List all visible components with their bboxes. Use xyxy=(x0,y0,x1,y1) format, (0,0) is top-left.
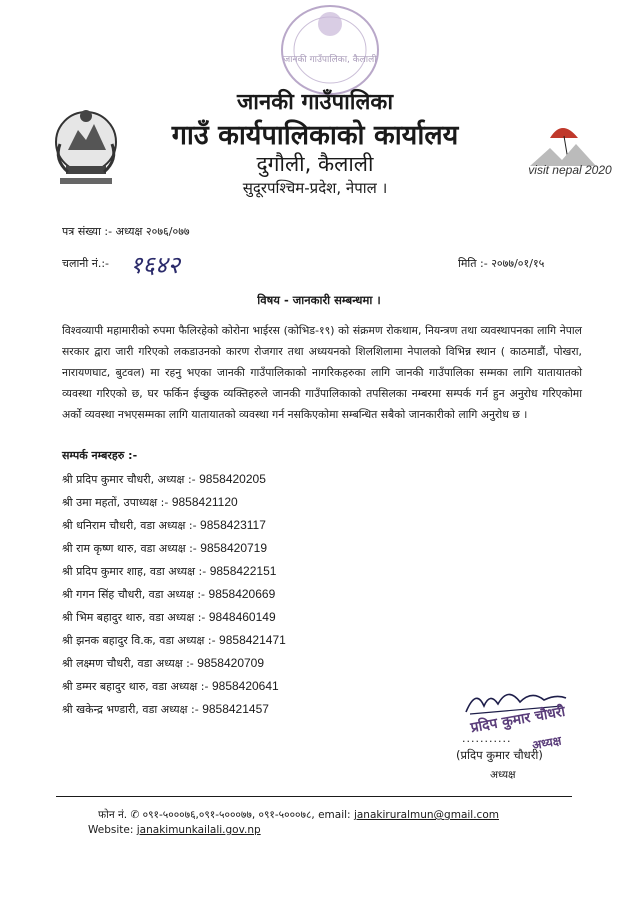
contact-row: श्री प्रदिप कुमार चौधरी, अध्यक्ष :- 9858420205 xyxy=(62,472,266,486)
contact-row: श्री उमा महतों, उपाध्यक्ष :- 9858421120 xyxy=(62,495,238,509)
office-location: दुगौली, कैलाली xyxy=(256,152,374,176)
phone-number: 9858420205 xyxy=(199,472,266,486)
footer-phones: फोन नं. ✆ ०९१-५०००७६,०९१-५०००७७, ०९१-५०००७८, email: xyxy=(98,809,351,821)
phone-number: 9858420641 xyxy=(211,679,279,693)
letter-date: मिति :- २०७७/०१/१५ xyxy=(458,257,545,270)
phone-number: 9858421120 xyxy=(171,495,238,509)
visit-nepal-logo xyxy=(520,108,620,188)
footer-website-line xyxy=(88,824,261,836)
municipality-seal xyxy=(278,2,382,98)
contact-row: श्री डम्मर बहादुर थारु, वडा अध्यक्ष :- 9858420641 xyxy=(62,679,279,693)
province-line: सुदूरपश्चिम-प्रदेश, नेपाल । xyxy=(242,179,388,197)
email-link[interactable]: janakiruralmun@gmail.com xyxy=(353,809,499,821)
visit-nepal-text: visit nepal 2020 xyxy=(528,163,612,177)
footer-contact-line xyxy=(98,808,499,822)
contact-row: श्री प्रदिप कुमार शाह, वडा अध्यक्ष :- 9858422151 xyxy=(62,564,277,578)
phone-number: 9858421471 xyxy=(219,633,286,647)
phone-number: 9858422151 xyxy=(209,564,277,578)
stamp-name: प्रदिप कुमार चौधरी xyxy=(469,703,567,737)
letter-body: विश्वव्यापी महामारीको रुपमा फैलिरहेको कोरोना भाईरस (कोभिड-१९) को संक्रमण रोकथाम, नियन्त्रण तथा व्यवस्थापनका लागि नेपाल सरकार द्वारा जारी गरिएको लकडाउनको कारण रोजगार तथा अध्ययनको शिलशिलामा नेपालको विभिन्न स्थान ( काठमाडौं, पोखरा, नारायणघाट, बुटवल) मा रहनु भएका जानकी गाउँपालिकाको नागरिकहरुका लागि जानकी गाउँपालिका सम्मका लागि यातायातको व्यवस्था गरिएको छ, घर फर्किन ईच्छुक व्यक्तिहरुले जानकी गाउँपालिकाको तपसिलका नम्बरमा सम्पर्क गर्न हुन अनुरोध गरिएकोमा अर्को व्यवस्था नभएसम्मका लागि यातायातको व्यवस्था गर्न नसकिएकोमा सम्बन्धित सबैको जानकारीको लागि अनुरोध छ । xyxy=(62,324,582,421)
contacts-title: सम्पर्क नम्बरहरु :- xyxy=(62,449,138,462)
dispatch-label: चलानी नं.:- xyxy=(62,257,110,270)
contact-row: श्री खकेन्द्र भण्डारी, वडा अध्यक्ष :- 9858421457 xyxy=(62,702,269,716)
signatory-role: अध्यक्ष xyxy=(490,769,516,781)
signature-dots: ........... xyxy=(462,732,512,745)
stamp-role: अध्यक्ष xyxy=(531,733,563,753)
subject-line: विषय - जानकारी सम्बन्धमा । xyxy=(257,293,381,307)
seal-text: जानकी गाउँपालिका, कैलाली xyxy=(283,55,377,65)
nepal-emblem-logo xyxy=(50,100,122,190)
phone-number: 9858423117 xyxy=(200,518,266,532)
contact-row: श्री धनिराम चौधरी, वडा अध्यक्ष :- 9858423117 xyxy=(62,518,266,532)
website-label: Website: xyxy=(88,824,134,836)
office-name: गाउँ कार्यपालिकाको कार्यालय xyxy=(171,120,459,151)
org-name: जानकी गाउँपालिका xyxy=(236,90,394,115)
contact-row: श्री भिम बहादुर थारु, वडा अध्यक्ष :- 9848460149 xyxy=(62,610,276,624)
phone-number: 9848460149 xyxy=(208,610,276,624)
phone-number: 9858420669 xyxy=(208,587,276,601)
letter-number: पत्र संख्या :- अध्यक्ष २०७६/०७७ xyxy=(62,225,190,238)
website-link[interactable]: janakimunkailali.gov.np xyxy=(136,824,261,836)
dispatch-number: १६४२ xyxy=(130,251,180,279)
phone-number: 9858420709 xyxy=(197,656,265,670)
signatory-name: (प्रदिप कुमार चौधरी) xyxy=(456,748,543,762)
contact-row: श्री झनक बहादुर वि.क, वडा अध्यक्ष :- 9858421471 xyxy=(62,633,286,647)
phone-number: 9858421457 xyxy=(202,702,269,716)
footer-divider xyxy=(56,796,572,797)
contact-row: श्री राम कृष्ण थारु, वडा अध्यक्ष :- 9858420719 xyxy=(62,541,268,555)
contact-list xyxy=(62,472,382,725)
contact-row: श्री लक्ष्मण चौधरी, वडा अध्यक्ष :- 9858420709 xyxy=(62,656,265,670)
phone-number: 9858420719 xyxy=(200,541,268,555)
contact-row: श्री गगन सिंह चौधरी, वडा अध्यक्ष :- 9858420669 xyxy=(62,587,276,601)
